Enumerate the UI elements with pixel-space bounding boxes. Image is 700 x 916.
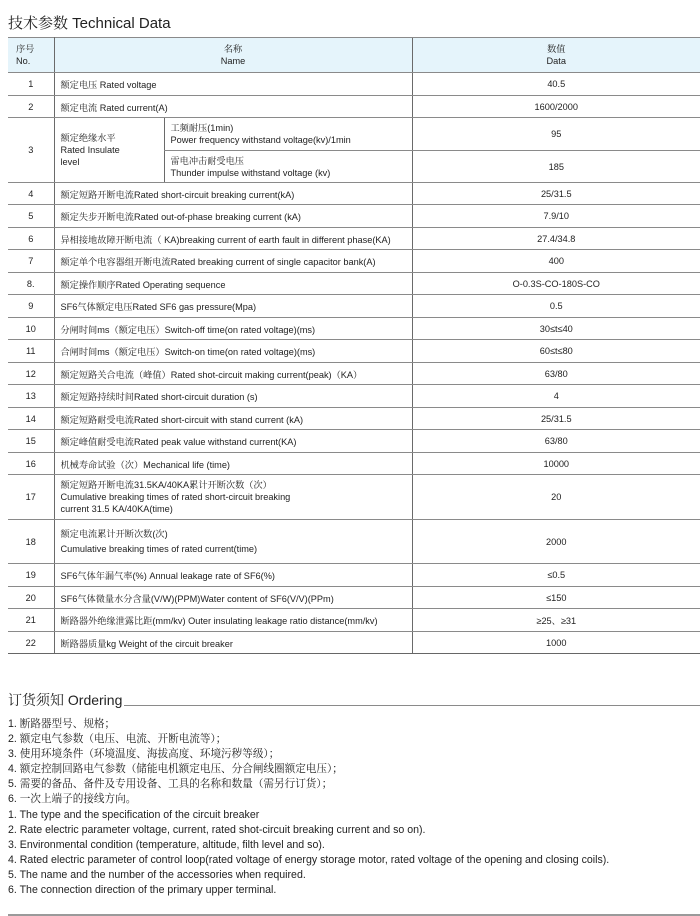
header-name-en: Name [220, 56, 246, 66]
row-value: 2000 [412, 520, 700, 564]
row-value: 60≤t≤80 [412, 340, 700, 363]
row-value: 63/80 [412, 430, 700, 453]
row-value: 40.5 [412, 73, 700, 96]
table-row [8, 118, 700, 151]
table-row [8, 564, 700, 587]
table-row [8, 183, 700, 205]
row-no: 9 [8, 295, 54, 318]
row-value: 20 [412, 475, 700, 520]
row-name: SF6气体额定电压Rated SF6 gas pressure(Mpa) [54, 295, 412, 318]
table-header-row [8, 38, 700, 73]
row-no: 17 [8, 475, 54, 520]
ordering-item: 6. 一次上端子的接线方向。 [8, 793, 137, 806]
header-name [54, 38, 412, 73]
row-name: 额定电压 Rated voltage [54, 73, 412, 96]
row-name: 额定短路持续时间Rated short-circuit duration (s) [54, 385, 412, 408]
row-value: 25/31.5 [412, 183, 700, 205]
sub-row-name [164, 151, 412, 183]
technical-data-table [8, 37, 700, 654]
row-no: 6 [8, 228, 54, 250]
header-name-cn: 名称 [223, 44, 243, 54]
row-name: 额定峰值耐受电流Rated peak value withstand current(KA) [54, 430, 412, 453]
table-row [8, 385, 700, 408]
table-row [8, 363, 700, 385]
table-row [8, 632, 700, 654]
row-name-line: current 31.5 KA/40KA(time) [60, 504, 173, 514]
table-row [8, 587, 700, 609]
row-value: 185 [412, 151, 700, 183]
table-row [8, 430, 700, 453]
row-name: 断路器质量kg Weight of the circuit breaker [54, 632, 412, 654]
table-row [8, 609, 700, 632]
table-row [8, 228, 700, 250]
header-data [412, 38, 700, 73]
row-no: 11 [8, 340, 54, 363]
row-name [54, 118, 164, 183]
row-name: 额定单个电容器组开断电流Rated breaking current of single capacitor bank(A) [54, 250, 412, 273]
table-row [8, 273, 700, 295]
table-row [8, 73, 700, 96]
row-name-line: Cumulative breaking times of rated current(time) [60, 543, 258, 554]
ordering-list [8, 717, 609, 898]
row-name: 额定电流 Rated current(A) [54, 96, 412, 118]
row-no: 22 [8, 632, 54, 654]
header-data-cn: 数值 [547, 44, 566, 54]
ordering-item: 4. 额定控制回路电气参数（储能电机额定电压、分合闸线圈额定电压）； [8, 763, 343, 776]
table-row [8, 96, 700, 118]
table-row [8, 520, 700, 564]
header-no-en: No. [16, 56, 31, 66]
row-value: 27.4/34.8 [412, 228, 700, 250]
sub-row-name-en: Power frequency withstand voltage(kv)/1min [170, 135, 351, 145]
row-name [54, 520, 412, 564]
row-no: 18 [8, 520, 54, 564]
row-name-cn: 额定绝缘水平 [60, 133, 116, 143]
row-name: 机械寿命试验（次）Mechanical life (time) [54, 453, 412, 475]
row-no: 1 [8, 73, 54, 96]
row-value: ≤150 [412, 587, 700, 609]
row-no: 4 [8, 183, 54, 205]
row-value: 1000 [412, 632, 700, 654]
sub-row-name-cn: 雷电冲击耐受电压 [170, 155, 244, 166]
ordering-item: 2. Rate electric parameter voltage, current, rated shot-circuit breaking current and so on). [8, 823, 426, 836]
table-row [8, 318, 700, 340]
row-no: 5 [8, 205, 54, 228]
header-no-cn: 序号 [16, 44, 35, 54]
row-value: ≤0.5 [412, 564, 700, 587]
row-name-line: Cumulative breaking times of rated short-circuit breaking [60, 492, 291, 502]
row-name-line: 额定电流累计开断次数(次) [60, 528, 168, 539]
row-name-en: Rated Insulate [60, 145, 120, 155]
row-name: 额定短路开断电流Rated short-circuit breaking current(kA) [54, 183, 412, 205]
ordering-item: 4. Rated electric parameter of control loop(rated voltage of energy storage motor, rated voltage of the opening and closing coils). [8, 853, 610, 866]
row-value: 4 [412, 385, 700, 408]
row-value: 95 [412, 118, 700, 151]
row-no: 21 [8, 609, 54, 632]
header-data-en: Data [546, 56, 566, 66]
row-value: 0.5 [412, 295, 700, 318]
ordering-item: 2. 额定电气参数（电压、电流、开断电流等）； [8, 733, 227, 746]
row-name: SF6气体年漏气率(%) Annual leakage rate of SF6(%) [54, 564, 412, 587]
table-row [8, 408, 700, 430]
ordering-item: 1. 断路器型号、规格； [8, 718, 116, 730]
sub-row-name-en: Thunder impulse withstand voltage (kv) [170, 167, 331, 178]
row-no: 3 [8, 118, 54, 183]
row-no: 13 [8, 385, 54, 408]
sub-row-name [164, 118, 412, 151]
row-name: SF6气体微量水分含量(V/W)(PPM)Water content of SF6(V/V)(PPm) [54, 587, 412, 609]
row-no: 19 [8, 564, 54, 587]
row-value: 7.9/10 [412, 205, 700, 228]
ordering-title: 订货须知 Ordering [8, 692, 123, 708]
table-row [8, 295, 700, 318]
row-no: 7 [8, 250, 54, 273]
ordering-item: 1. The type and the specification of the circuit breaker [8, 808, 260, 821]
row-value: 10000 [412, 453, 700, 475]
ordering-item: 5. 需要的备品、备件及专用设备、工具的名称和数量（需另行订货）； [8, 778, 333, 791]
row-value: 63/80 [412, 363, 700, 385]
row-no: 2 [8, 96, 54, 118]
table-row [8, 205, 700, 228]
row-no: 10 [8, 318, 54, 340]
table-row [8, 453, 700, 475]
ordering-item: 3. 使用环境条件（环境温度、海拔高度、环境污秽等级）； [8, 748, 280, 761]
sub-row-name-cn: 工频耐压(1min) [170, 123, 234, 133]
row-name: 分闸时间ms（额定电压）Switch-off time(on rated voltage)(ms) [54, 318, 412, 340]
ordering-divider [124, 705, 700, 706]
row-name: 额定操作顺序Rated Operating sequence [54, 273, 412, 295]
row-name: 额定短路耐受电流Rated short-circuit with stand current (kA) [54, 408, 412, 430]
ordering-item: 5. The name and the number of the accessories when required. [8, 868, 306, 881]
row-value: 1600/2000 [412, 96, 700, 118]
row-no: 8. [8, 273, 54, 295]
row-name: 异相接地故障开断电流（ KA)breaking current of earth fault in different phase(KA) [54, 228, 412, 250]
row-name-line: 额定短路开断电流31.5KA/40KA累计开断次数（次） [60, 480, 272, 490]
header-no [8, 38, 54, 73]
row-value: 30≤t≤40 [412, 318, 700, 340]
row-value: 25/31.5 [412, 408, 700, 430]
row-name: 额定失步开断电流Rated out-of-phase breaking current (kA) [54, 205, 412, 228]
row-value: ≥25、≥31 [412, 609, 700, 632]
row-name: 断路器外绝缘泄露比距(mm/kv) Outer insulating leakage ratio distance(mm/kv) [54, 609, 412, 632]
row-no: 16 [8, 453, 54, 475]
row-name: 额定短路关合电流（峰值）Rated shot-circuit making current(peak)（KA） [54, 363, 412, 385]
row-name: 合闸时间ms（额定电压）Switch-on time(on rated voltage)(ms) [54, 340, 412, 363]
table-row [8, 250, 700, 273]
table-row [8, 340, 700, 363]
row-no: 12 [8, 363, 54, 385]
row-name [54, 475, 412, 520]
table-row [8, 475, 700, 520]
row-name-en: level [60, 157, 80, 167]
row-no: 20 [8, 587, 54, 609]
ordering-item: 3. Environmental condition (temperature, altitude, filth level and so). [8, 838, 325, 851]
row-no: 14 [8, 408, 54, 430]
ordering-item: 6. The connection direction of the primary upper terminal. [8, 884, 277, 897]
row-no: 15 [8, 430, 54, 453]
section-title: 技术参数 Technical Data [8, 15, 171, 32]
row-value: 400 [412, 250, 700, 273]
row-value: O-0.3S-CO-180S-CO [412, 273, 700, 295]
